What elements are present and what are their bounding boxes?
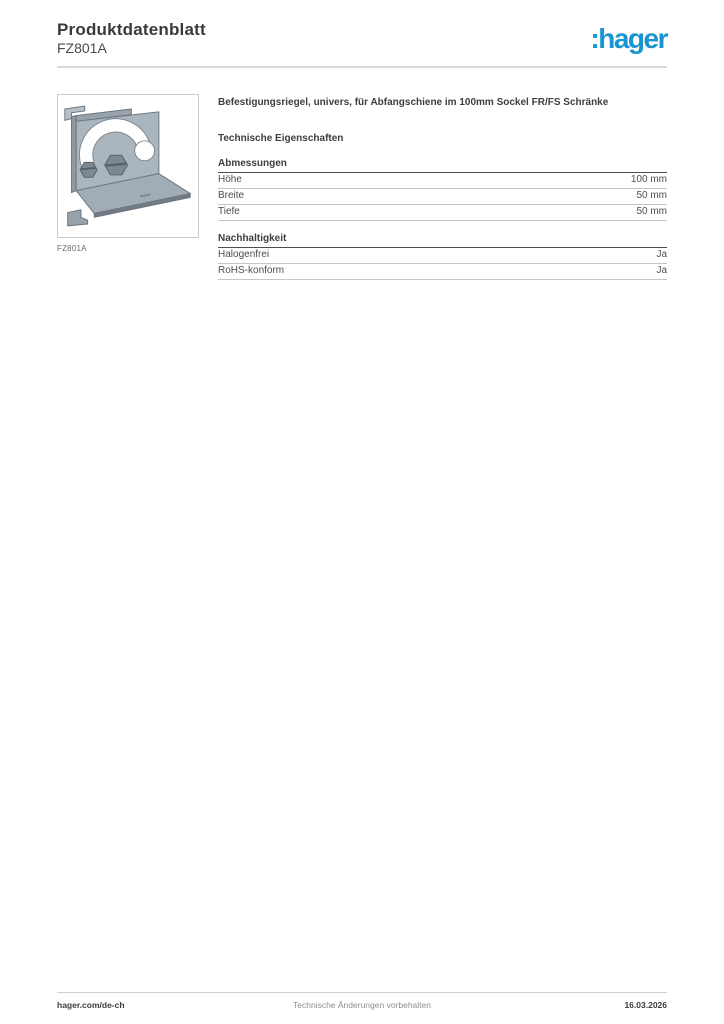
spec-row-breite [218,189,667,205]
spec-row-hoehe [218,173,667,189]
sustainability-heading: Nachhaltigkeit [218,233,667,248]
page-footer [57,992,667,1024]
page-header [0,0,724,57]
footer-disclaimer: Technische Änderungen vorbehalten [293,1000,431,1010]
dimensions-heading: Abmessungen [218,158,667,173]
footer-divider [57,992,667,993]
spec-row-halogenfrei [218,248,667,264]
header-divider [57,66,667,68]
spec-label: Breite [218,190,245,201]
spec-value: 50 mm [636,190,667,201]
header-title-block [57,20,206,57]
spec-value: Ja [656,249,667,260]
main-content [0,94,724,280]
spec-row-tiefe [218,205,667,221]
spec-label: Tiefe [218,206,240,217]
footer-date: 16.03.2026 [624,1000,667,1010]
bracket-illustration [61,98,195,234]
spec-label: Halogenfrei [218,249,270,260]
product-image-column [57,94,199,280]
product-image [57,94,199,238]
dimensions-section [218,158,667,221]
footer-row [57,1000,667,1010]
product-details [218,94,667,280]
spec-label: RoHS-konform [218,265,285,276]
spec-value: 100 mm [630,174,667,185]
footer-website: hager.com/de-ch [57,1000,125,1010]
page-title: Produktdatenblatt [57,20,206,39]
product-description: Befestigungsriegel, univers, für Abfangschiene im 100mm Sockel FR/FS Schränke [218,97,609,108]
technical-properties-heading: Technische Eigenschaften [218,133,344,144]
spec-row-rohs [218,264,667,280]
product-image-caption: FZ801A [57,244,87,253]
spec-value: 50 mm [636,206,667,217]
spec-label: Höhe [218,174,242,185]
sustainability-section [218,233,667,280]
hager-logo: :hager [590,23,667,54]
product-code: FZ801A [57,40,107,56]
spec-value: Ja [656,265,667,276]
